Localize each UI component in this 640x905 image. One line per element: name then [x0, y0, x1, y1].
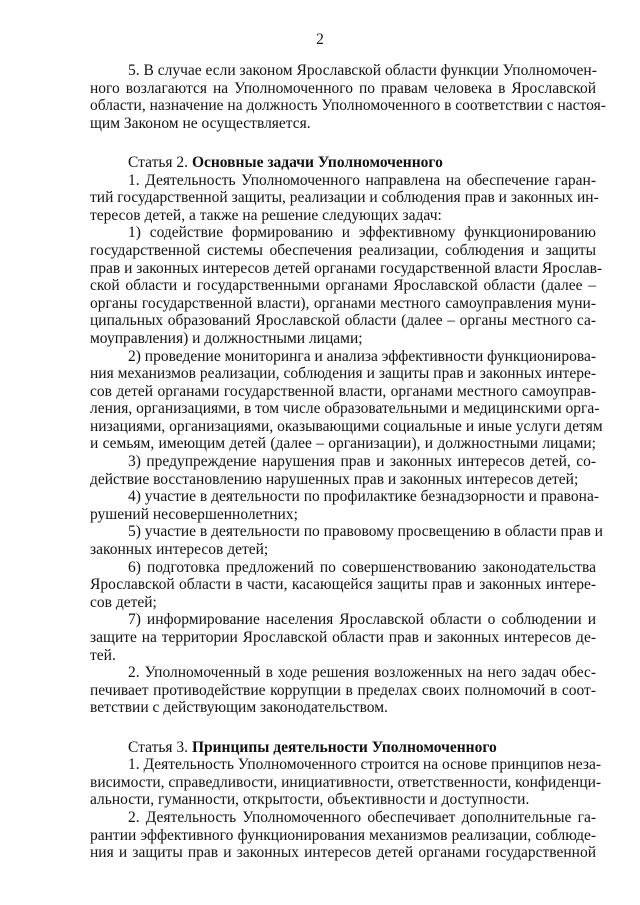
document-body	[90, 62, 606, 862]
text-line: моуправления) и должностными лицами;	[90, 329, 363, 347]
article-3-prefix: Статья 3.	[128, 738, 192, 756]
text-line: 5) участие в деятельности по правовому просвещению в области прав и	[128, 523, 603, 541]
text-line: щим Законом не осуществляется.	[90, 114, 311, 132]
text-line: тей.	[90, 646, 116, 664]
text-line: ния механизмов реализации, соблюдения и защиты прав и законных интере-	[90, 365, 596, 383]
text-line: защите на территории Ярославской области прав и законных интересов де-	[90, 629, 596, 646]
text-line: сов детей органами государственной власти, органами местного самоуправ-	[90, 382, 596, 400]
text-line: ления, организациями, в том числе образовательными и медицинскими орга-	[90, 400, 600, 418]
text-line: 4) участие в деятельности по профилактике безнадзорности и правона-	[128, 488, 599, 506]
text-line: 3) предупреждение нарушения прав и законных интересов детей, со-	[128, 453, 596, 471]
text-line: 1. Деятельность Уполномоченного направлена на обеспечение гаран-	[128, 171, 596, 189]
text-line: 2. Деятельность Уполномоченного обеспечивает дополнительные га-	[128, 808, 596, 826]
text-line: альности, гуманности, открытости, объективности и доступности.	[90, 791, 530, 809]
article-3-heading	[90, 739, 596, 757]
paragraph-5	[90, 62, 606, 132]
text-line: области, назначение на должность Уполномоченного в соответствии с настоя-	[90, 97, 606, 115]
article-2	[90, 153, 603, 717]
text-line: ской области и государственными органами Ярославской области (далее –	[90, 277, 596, 295]
text-line: 6) подготовка предложений по совершенствованию законодательства	[128, 558, 596, 576]
text-line: висимости, справедливости, инициативности, ответственности, конфиденци-	[90, 773, 602, 791]
text-line: органы государственной власти), органами местного самоуправления муни-	[90, 294, 596, 312]
text-line: Ярославской области в части, касающейся защиты прав и законных интере-	[90, 576, 596, 594]
text-line: ного возлагаются на Уполномоченного по правам человека в Ярославской	[90, 79, 596, 97]
text-line: 7) информирование населения Ярославской области о соблюдении и	[128, 611, 596, 629]
article-3-title: Принципы деятельности Уполномоченного	[191, 738, 497, 756]
text-line: прав и законных интересов детей органами государственной власти Ярослав-	[90, 259, 603, 277]
text-line: 1) содействие формированию и эффективному функционированию	[128, 224, 596, 242]
text-line: сов детей;	[90, 593, 157, 611]
text-line: тересов детей, а также на решение следующих задач:	[90, 206, 442, 224]
text-line: рушений несовершеннолетних;	[90, 505, 298, 523]
article-2-heading	[90, 154, 596, 172]
text-line: действие восстановлению нарушенных прав и законных интересов детей;	[90, 470, 579, 488]
text-line: 5. В случае если законом Ярославской области функции Уполномочен-	[128, 62, 597, 79]
page-number: 2	[316, 31, 324, 48]
text-line: и семьям, имеющим детей (далее – организации), и должностными лицами;	[90, 435, 596, 453]
text-line: ципальных образований Ярославской области (далее – органы местного са-	[90, 312, 596, 330]
article-2-prefix: Статья 2.	[128, 153, 192, 171]
text-line: ния и защиты прав и законных интересов детей органами государственной	[90, 844, 596, 862]
article-2-title: Основные задачи Уполномоченного	[191, 153, 443, 171]
text-line: 2) проведение мониторинга и анализа эффективности функционирова-	[128, 347, 597, 365]
text-line: низациями, организациями, оказывающими социальные и иные услуги детям	[90, 417, 603, 435]
text-line: печивает противодействие коррупции в пределах своих полномочий в соот-	[90, 681, 596, 699]
text-line: рантии эффективного функционирования механизмов реализации, соблюде-	[90, 826, 596, 844]
text-line: 2. Уполномоченный в ходе решения возложенных на него задач обес-	[128, 664, 596, 682]
text-line: ветствии с действующим законодательством.	[90, 699, 388, 717]
text-line: государственной системы обеспечения реализации, соблюдения и защиты	[90, 241, 596, 259]
article-3	[90, 738, 602, 862]
text-line: законных интересов детей;	[90, 541, 269, 559]
text-line: 1. Деятельность Уполномоченного строится на основе принципов неза-	[128, 756, 602, 774]
text-line: тий государственной защиты, реализации и соблюдения прав и законных ин-	[90, 189, 599, 207]
